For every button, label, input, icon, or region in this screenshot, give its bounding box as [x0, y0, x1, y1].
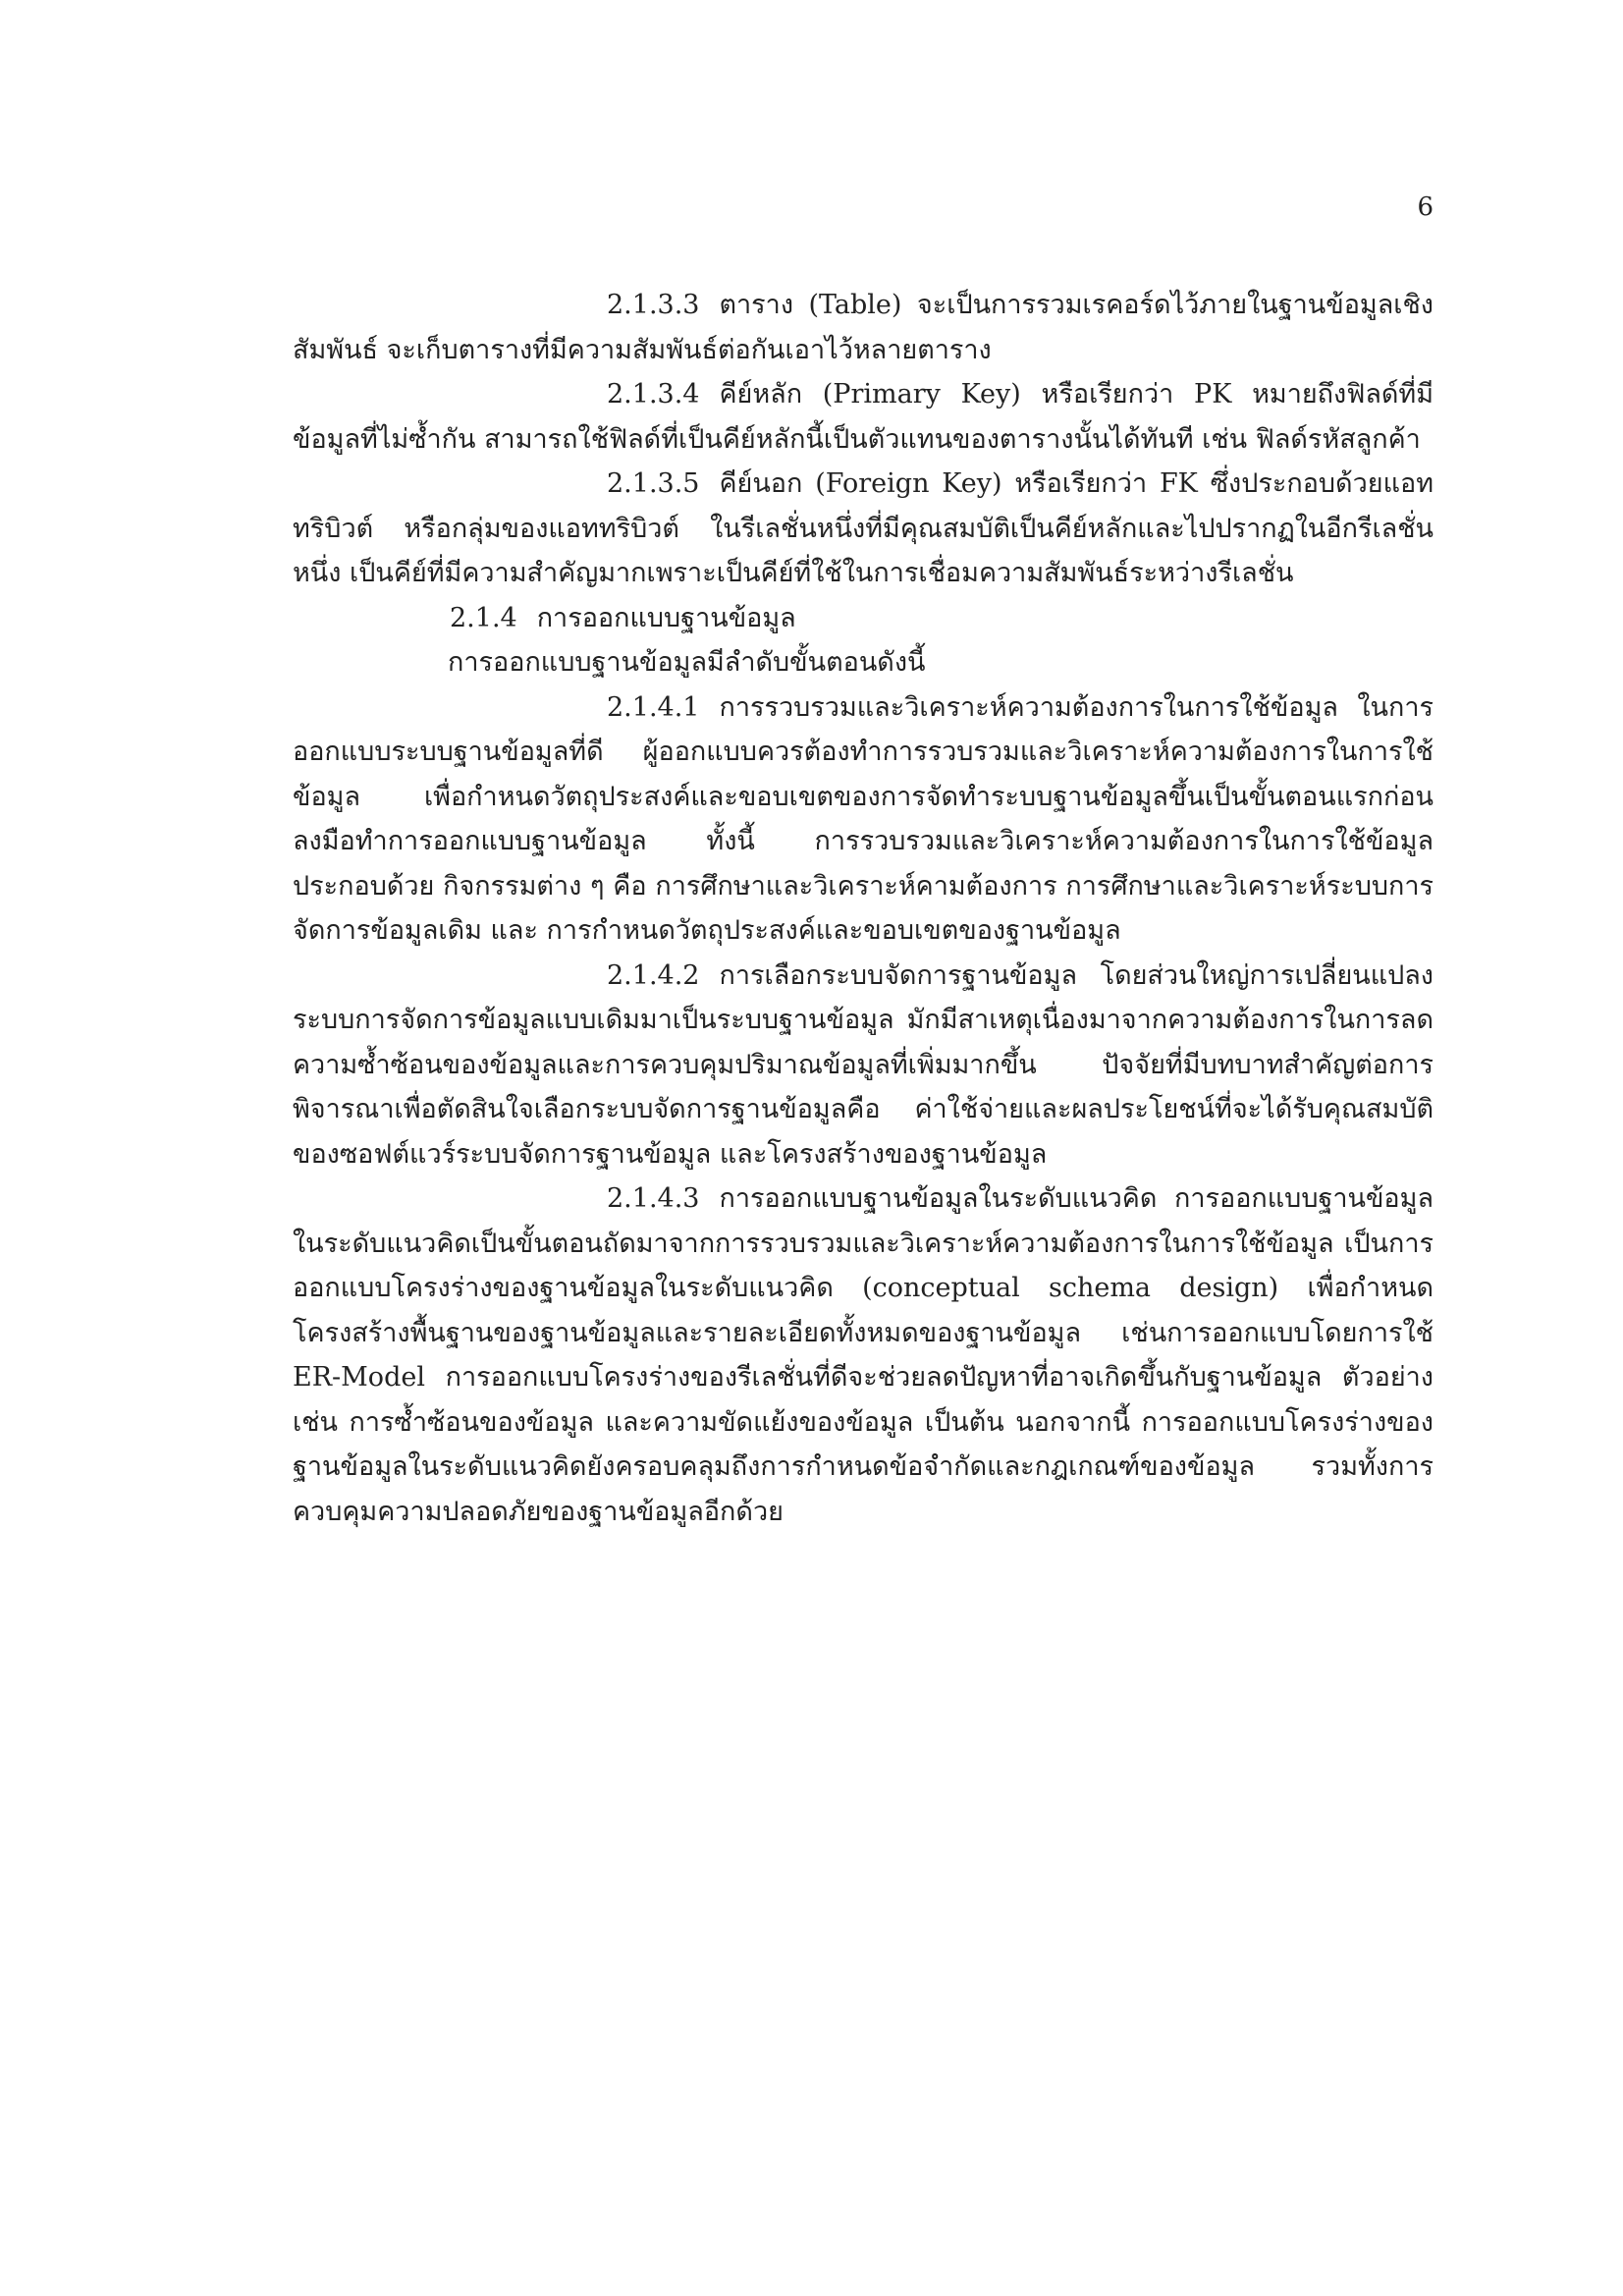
- paragraph-text: การออกแบบฐานข้อมูลมีลำดับขั้นตอนดังนี้: [448, 647, 926, 678]
- section-number: 2.1.4: [450, 602, 517, 633]
- paragraph-2-1-4-2: [293, 954, 1434, 1177]
- paragraph-text: การออกแบบฐานข้อมูลในระดับแนวคิด การออกแบบฐานข้อมูลในระดับแนวคิดเป็นขั้นตอนถัดมาจากการรวบรวมและวิเคราะห์ความต้องการในการใช้ข้อมูล เป็นการออกแบบโครงร่างของฐานข้อมูลในระดับแนวคิด (conceptual schema design) เพื่อกำหนดโครงสร้างพื้นฐานของฐานข้อมูลและรายละเอียดทั้งหมดของฐานข้อมูล เช่นการออกแบบโดยการใช้ ER-Model การออกแบบโครงร่างของรีเลชั่นที่ดีจะช่วยลดปัญหาที่อาจเกิดขึ้นกับฐานข้อมูล ตัวอย่างเช่น การซ้ำซ้อนของข้อมูล และความขัดแย้งของข้อมูล เป็นต้น นอกจากนี้ การออกแบบโครงร่างของฐานข้อมูลในระดับแนวคิดยังครอบคลุมถึงการกำหนดข้อจำกัดและกฎเกณฑ์ของข้อมูล รวมทั้งการควบคุมความปลอดภัยของฐานข้อมูลอีกด้วย: [293, 1183, 1434, 1527]
- paragraph-text: การเลือกระบบจัดการฐานข้อมูล โดยส่วนใหญ่การเปลี่ยนแปลงระบบการจัดการข้อมูลแบบเดิมมาเป็นระบบฐานข้อมูล มักมีสาเหตุเนื่องมาจากความต้องการในการลดความซ้ำซ้อนของข้อมูลและการควบคุมปริมาณข้อมูลที่เพิ่มมากขึ้น ปัจจัยที่มีบทบาทสำคัญต่อการพิจารณาเพื่อตัดสินใจเลือกระบบจัดการฐานข้อมูลคือ ค่าใช้จ่ายและผลประโยชน์ที่จะได้รับคุณสมบัติของซอฟต์แวร์ระบบจัดการฐานข้อมูล และโครงสร้างของฐานข้อมูล: [293, 959, 1434, 1170]
- paragraph-text: ตาราง (Table) จะเป็นการรวมเรคอร์ดไว้ภายในฐานข้อมูลเชิงสัมพันธ์ จะเก็บตารางที่มีความสัมพันธ์ต่อกันเอาไว้หลายตาราง: [293, 290, 1434, 365]
- paragraph-2-1-4-3: [293, 1176, 1434, 1534]
- section-intro: [293, 640, 1434, 685]
- paragraph-2-1-3-4: [293, 372, 1434, 462]
- paragraph-2-1-3-3: [293, 283, 1434, 372]
- paragraph-text: การรวบรวมและวิเคราะห์ความต้องการในการใช้ข้อมูล ในการออกแบบระบบฐานข้อมูลที่ดี ผู้ออกแบบควรต้องทำการรวบรวมและวิเคราะห์ความต้องการในการใช้ข้อมูล เพื่อกำหนดวัตถุประสงค์และขอบเขตของการจัดทำระบบฐานข้อมูลขึ้นเป็นขั้นตอนแรกก่อนลงมือทำการออกแบบฐานข้อมูล ทั้งนี้ การรวบรวมและวิเคราะห์ความต้องการในการใช้ข้อมูล ประกอบด้วย กิจกรรมต่าง ๆ คือ การศึกษาและวิเคราะห์คามต้องการ การศึกษาและวิเคราะห์ระบบการจัดการข้อมูลเดิม และ การกำหนดวัตถุประสงค์และขอบเขตของฐานข้อมูล: [293, 691, 1434, 946]
- page-number: 6: [1417, 192, 1434, 222]
- section-number: 2.1.4.3: [607, 1183, 700, 1214]
- document-body: [293, 283, 1434, 1534]
- section-number: 2.1.3.4: [607, 379, 700, 410]
- section-number: 2.1.3.3: [607, 290, 700, 320]
- paragraph-2-1-4-1: [293, 685, 1434, 954]
- paragraph-2-1-3-5: [293, 462, 1434, 596]
- section-heading-2-1-4: [293, 596, 1434, 641]
- section-heading-text: การออกแบบฐานข้อมูล: [536, 602, 796, 633]
- paragraph-text: คีย์หลัก (Primary Key) หรือเรียกว่า PK หมายถึงฟิลด์ที่มีข้อมูลที่ไม่ซ้ำกัน สามารถใช้ฟิลด์ที่เป็นคีย์หลักนี้เป็นตัวแทนของตารางนั้นได้ทันที เช่น ฟิลด์รหัสลูกค้า: [293, 379, 1434, 455]
- paragraph-text: คีย์นอก (Foreign Key) หรือเรียกว่า FK ซึ่งประกอบด้วยแอททริบิวต์ หรือกลุ่มของแอททริบิวต์ ในรีเลชั่นหนึ่งที่มีคุณสมบัติเป็นคีย์หลักและไปปรากฏในอีกรีเลชั่นหนึ่ง เป็นคีย์ที่มีความสำคัญมากเพราะเป็นคีย์ที่ใช้ในการเชื่อมความสัมพันธ์ระหว่างรีเลชั่น: [293, 468, 1434, 588]
- section-number: 2.1.4.2: [607, 959, 700, 991]
- section-number: 2.1.3.5: [607, 468, 700, 499]
- section-number: 2.1.4.1: [607, 691, 700, 723]
